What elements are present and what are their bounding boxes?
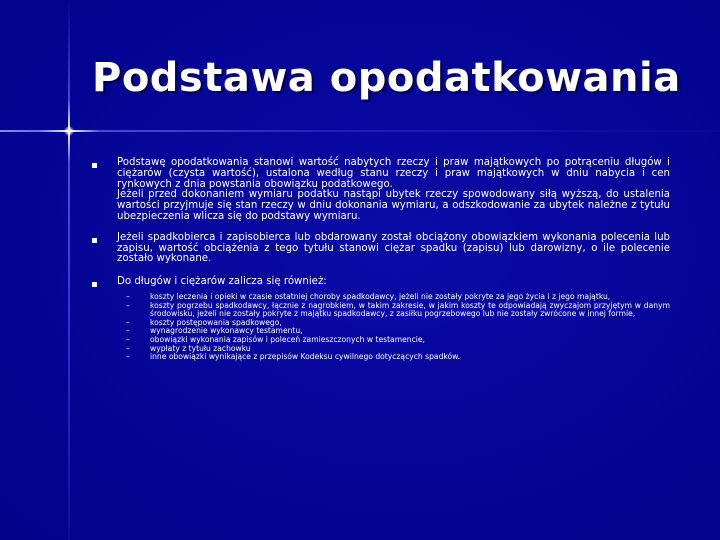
slide-title: Podstawa opodatkowania bbox=[92, 55, 681, 101]
dash-bullet: – bbox=[126, 291, 130, 301]
sub-list-item-text: wynagrodzenie wykonawcy testamentu, bbox=[150, 326, 303, 336]
bullet-paragraph: Podstawę opodatkowania stanowi wartość nabytych rzeczy i praw majątkowych po potrąceniu długów i ciężarów (czysta wartość), ustalona według stanu rzeczy i praw majątkowych w dniu nabycia i cen rynkowych z dnia powstania obowiązku podatkowego. bbox=[117, 157, 670, 190]
vertical-accent-line bbox=[68, 0, 70, 540]
sub-list-item-text: inne obowiązki wynikające z przepisów Kodeksu cywilnego dotyczących spadków. bbox=[150, 352, 461, 362]
sub-list-item-text: obowiązki wykonania zapisów i poleceń zamieszczonych w testamencie, bbox=[150, 334, 425, 344]
square-bullet-icon bbox=[92, 282, 97, 287]
bullet-item bbox=[92, 158, 670, 223]
sub-list-item-text: wypłaty z tytułu zachowku bbox=[150, 343, 251, 353]
bullet-paragraph: Jeżeli przed dokonaniem wymiaru podatku nastąpi ubytek rzeczy spowodowany siłą wyższą, do ustalenia wartości przyjmuje się stan rzeczy w dniu dokonania wymiaru, a odszkodowanie za ubytek należne z tytułu ubezpieczenia wlicza się do podstawy wymiaru. bbox=[117, 189, 670, 222]
sub-list-item-text: koszty leczenia i opieki w czasie ostatniej choroby spadkodawcy, jeżeli nie zostały pokryte za jego życia i z jego majątku, bbox=[150, 291, 611, 301]
slide-content bbox=[92, 158, 670, 362]
sub-list-item bbox=[117, 353, 670, 362]
square-bullet-icon bbox=[92, 238, 97, 243]
dash-bullet: – bbox=[126, 334, 130, 344]
bullet-item bbox=[92, 277, 670, 362]
dash-bullet: – bbox=[126, 352, 130, 362]
bullet-paragraph: Jeżeli spadkobierca i zapisobierca lub obdarowany został obciążony obowiązkiem wykonania polecenia lub zapisu, wartość obciążenia z tego tytułu stanowi ciężar spadku (zapisu) lub darowizny, o ile polecenie zostało wykonane. bbox=[117, 231, 670, 265]
dash-bullet: – bbox=[126, 343, 130, 353]
sub-list-item-text: koszty postępowania spadkowego, bbox=[150, 317, 282, 327]
square-bullet-icon bbox=[92, 163, 97, 168]
dash-bullet: – bbox=[126, 326, 130, 336]
bullet-item bbox=[92, 233, 670, 265]
sparkle-icon bbox=[64, 126, 74, 136]
dash-bullet: – bbox=[126, 300, 130, 310]
sub-list-item bbox=[117, 302, 670, 319]
sub-list-item-text: koszty pogrzebu spadkodawcy, łącznie z nagrobkiem, w takim zakresie, w jakim koszty te odpowiadają zwyczajom przyjętym w danym środowisku, jeżeli nie zostały pokryte z majątku spadkodawcy, z zasiłku pogrzebowego lub nie zostały zwrócone w innej formie, bbox=[150, 300, 670, 319]
sub-list bbox=[117, 293, 670, 362]
dash-bullet: – bbox=[126, 317, 130, 327]
horizontal-accent-line bbox=[0, 130, 720, 132]
bullet-paragraph: Do długów i ciężarów zalicza się również: bbox=[117, 276, 327, 288]
